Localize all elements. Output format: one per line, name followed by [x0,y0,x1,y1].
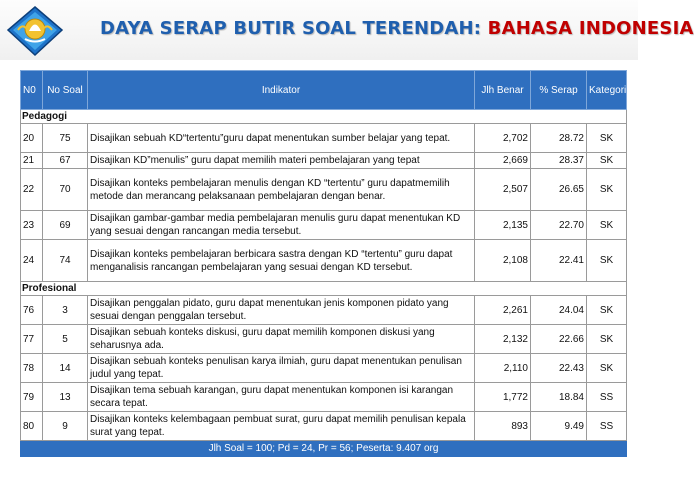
indicator-table [20,70,627,457]
cell-kategori: SK [587,296,627,325]
group-row-pedagogi [21,110,627,124]
cell-indikator: Disajikan sebuah konteks penulisan karya ilmiah, guru dapat menentukan penulisan judul yang tepat. [88,354,475,383]
title-part-2: BAHASA INDONESIA [487,18,694,39]
table-row [21,412,627,441]
group-label: Pedagogi [21,110,627,124]
table-row [21,240,627,282]
summary-footer-row [21,441,627,457]
cell-serap: 22.43 [531,354,587,383]
cell-jlh-benar: 2,110 [475,354,531,383]
cell-no: 21 [21,153,43,169]
cell-no: 23 [21,211,43,240]
cell-serap: 22.41 [531,240,587,282]
cell-serap: 26.65 [531,169,587,211]
column-header-jlh-benar: Jlh Benar [475,71,531,110]
cell-kategori: SS [587,383,627,412]
cell-kategori: SK [587,153,627,169]
cell-jlh-benar: 893 [475,412,531,441]
column-header-no-soal: No Soal [43,71,88,110]
cell-no-soal: 70 [43,169,88,211]
cell-serap: 28.72 [531,124,587,153]
cell-serap: 22.70 [531,211,587,240]
cell-no-soal: 69 [43,211,88,240]
table-row [21,169,627,211]
cell-indikator: Disajikan sebuah konteks diskusi, guru dapat memilih komponen diskusi yang seharusnya ada. [88,325,475,354]
cell-no: 77 [21,325,43,354]
tut-wuri-handayani-logo-icon [4,4,66,58]
cell-kategori: SK [587,124,627,153]
cell-no: 80 [21,412,43,441]
cell-indikator: Disajikan sebuah KD“tertentu”guru dapat menentukan sumber belajar yang tepat. [88,124,475,153]
cell-no-soal: 75 [43,124,88,153]
column-header-no: N0 [21,71,43,110]
table-row [21,383,627,412]
cell-kategori: SK [587,240,627,282]
table-row [21,211,627,240]
cell-no-soal: 14 [43,354,88,383]
cell-indikator: Disajikan konteks pembelajaran berbicara sastra dengan KD “tertentu” guru dapat menganalisis rancangan pembelajaran yang sesuai dengan KD tersebut. [88,240,475,282]
cell-jlh-benar: 2,261 [475,296,531,325]
group-label: Profesional [21,282,627,296]
cell-no: 76 [21,296,43,325]
cell-jlh-benar: 1,772 [475,383,531,412]
column-header-indikator: Indikator [88,71,475,110]
cell-no-soal: 9 [43,412,88,441]
cell-indikator: Disajikan KD”menulis” guru dapat memilih materi pembelajaran yang tepat [88,153,475,169]
table-row [21,153,627,169]
cell-no-soal: 5 [43,325,88,354]
cell-jlh-benar: 2,669 [475,153,531,169]
cell-indikator: Disajikan penggalan pidato, guru dapat menentukan jenis komponen pidato yang sesuai dengan penggalan tersebut. [88,296,475,325]
group-row-profesional [21,282,627,296]
table-row [21,354,627,383]
cell-jlh-benar: 2,108 [475,240,531,282]
cell-no-soal: 67 [43,153,88,169]
cell-serap: 24.04 [531,296,587,325]
cell-no-soal: 74 [43,240,88,282]
cell-no: 20 [21,124,43,153]
cell-serap: 28.37 [531,153,587,169]
cell-no-soal: 13 [43,383,88,412]
cell-jlh-benar: 2,507 [475,169,531,211]
cell-kategori: SK [587,325,627,354]
cell-indikator: Disajikan gambar-gambar media pembelajaran menulis guru dapat menentukan KD yang sesuai dengan rancangan media tersebut. [88,211,475,240]
cell-jlh-benar: 2,135 [475,211,531,240]
cell-kategori: SK [587,169,627,211]
cell-kategori: SS [587,412,627,441]
cell-no: 79 [21,383,43,412]
column-header-serap: % Serap [531,71,587,110]
cell-serap: 18.84 [531,383,587,412]
column-header-kategori: Kategori [587,71,627,110]
cell-jlh-benar: 2,702 [475,124,531,153]
cell-indikator: Disajikan tema sebuah karangan, guru dapat menentukan komponen isi karangan secara tepat. [88,383,475,412]
table-row [21,296,627,325]
cell-serap: 22.66 [531,325,587,354]
table-header-row [21,71,627,110]
cell-indikator: Disajikan konteks pembelajaran menulis dengan KD “tertentu” guru dapatmemilih metode dan merancang pelaksanaan pembelajaran dengan benar. [88,169,475,211]
cell-no: 78 [21,354,43,383]
cell-no-soal: 3 [43,296,88,325]
cell-indikator: Disajikan konteks kelembagaan pembuat surat, guru dapat memilih penulisan kepala surat yang tepat. [88,412,475,441]
cell-kategori: SK [587,211,627,240]
page-title [100,14,694,44]
cell-no: 24 [21,240,43,282]
table-row [21,124,627,153]
summary-footer: Jlh Soal = 100; Pd = 24, Pr = 56; Peserta: 9.407 org [21,441,627,457]
cell-no: 22 [21,169,43,211]
table-row [21,325,627,354]
title-part-1: DAYA SERAP BUTIR SOAL TERENDAH: [100,18,488,39]
cell-jlh-benar: 2,132 [475,325,531,354]
cell-serap: 9.49 [531,412,587,441]
cell-kategori: SK [587,354,627,383]
